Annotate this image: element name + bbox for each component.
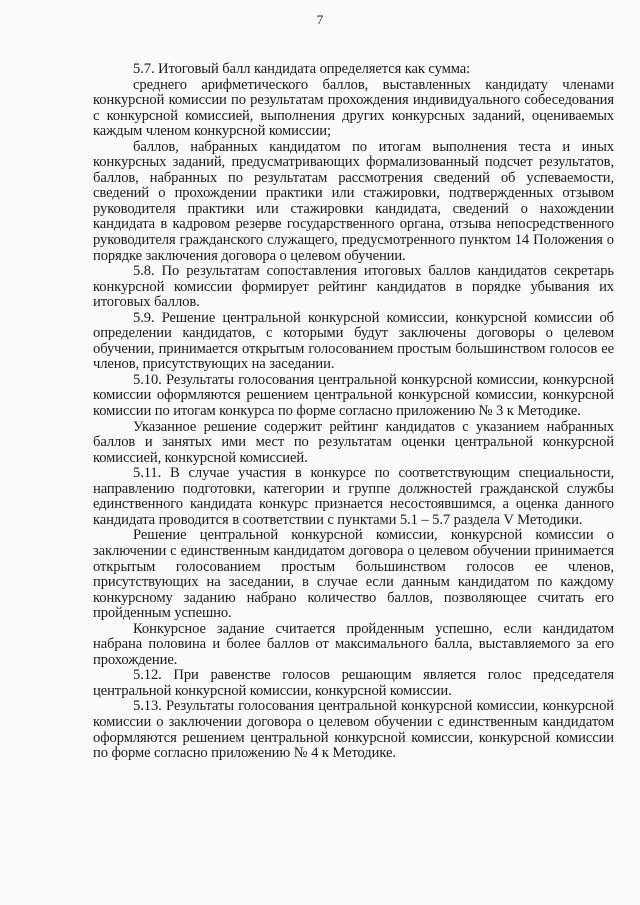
paragraph-5-13: 5.13. Результаты голосования центральной конкурсной комиссии, конкурсной комиссии о заключении договора о целевом обучении с единственным кандидатом оформляются решением центральной конкурсной комиссии, конкурсной комиссии по форме согласно приложению № 4 к Методике. xyxy=(93,698,614,762)
paragraph-5-8: 5.8. По результатам сопоставления итоговых баллов кандидатов секретарь конкурсной комиссии формирует рейтинг кандидатов в порядке убывания их итоговых баллов. xyxy=(93,263,614,311)
paragraph-5-11-decision: Решение центральной конкурсной комиссии, конкурсной комиссии о заключении с единственным кандидатом договора о целевом обучении принимается открытым голосованием простым большинством голосов ее членов, присутствующих на заседании, в случае если данным кандидатом по каждому конкурсному заданию набрано количество баллов, позволяющее считать его пройденным успешно. xyxy=(93,527,614,622)
paragraph-5-9: 5.9. Решение центральной конкурсной комиссии, конкурсной комиссии об определении кандидатов, с которыми будут заключены договоры о целевом обучении, принимается открытым голосованием простым большинством голосов ее членов, присутствующих на заседании. xyxy=(93,309,614,373)
paragraph-5-11-success: Конкурсное задание считается пройденным успешно, если кандидатом набрана половина и более баллов от максимального балла, выставляемого за его прохождение. xyxy=(93,620,614,668)
paragraph-5-10-note: Указанное решение содержит рейтинг кандидатов с указанием набранных баллов и занятых ими мест по результатам оценки центральной конкурсной комиссией, конкурсной комиссией. xyxy=(93,418,614,466)
paragraph-5-10: 5.10. Результаты голосования центральной конкурсной комиссии, конкурсной комиссии оформляются решением центральной конкурсной комиссии, конкурсной комиссии по итогам конкурса по форме согласно приложению № 3 к Методике. xyxy=(93,371,614,420)
page-number: 7 xyxy=(316,12,324,27)
paragraph-5-11: 5.11. В случае участия в конкурсе по соответствующим специальности, направлению подготовки, категории и группе должностей гражданской службы единственного кандидата конкурс признается несостоявшимся, а оценка данного кандидата проводится в соответствии с пунктами 5.1 – 5.7 раздела V Методики. xyxy=(93,465,614,528)
paragraph-5-12: 5.12. При равенстве голосов решающим является голос председателя центральной конкурсной комиссии, конкурсной комиссии. xyxy=(93,667,614,699)
document-body xyxy=(93,62,614,762)
paragraph-5-7-item-1: среднего арифметического баллов, выставленных кандидату членами конкурсной комиссии по результатам прохождения индивидуального собеседования с конкурсной комиссией, выполнения других конкурсных заданий, оцениваемых каждым членом конкурсной комиссии; xyxy=(93,76,614,140)
paragraph-5-7-item-2: баллов, набранных кандидатом по итогам выполнения теста и иных конкурсных заданий, предусматривающих формализованный подсчет результатов, баллов, набранных по результатам рассмотрения сведений об успеваемости, сведений о прохождении практики или стажировки, подтвержденных отзывом руководителя практики или стажировки кандидата, сведений о нахождении кандидата в кадровом резерве государственного органа, отзыва непосредственного руководителя гражданского служащего, предусмотренного пунктом 14 Положения о порядке заключения договора о целевом обучении. xyxy=(93,138,614,264)
paragraph-5-7: 5.7. Итоговый балл кандидата определяется как сумма: xyxy=(133,61,471,77)
